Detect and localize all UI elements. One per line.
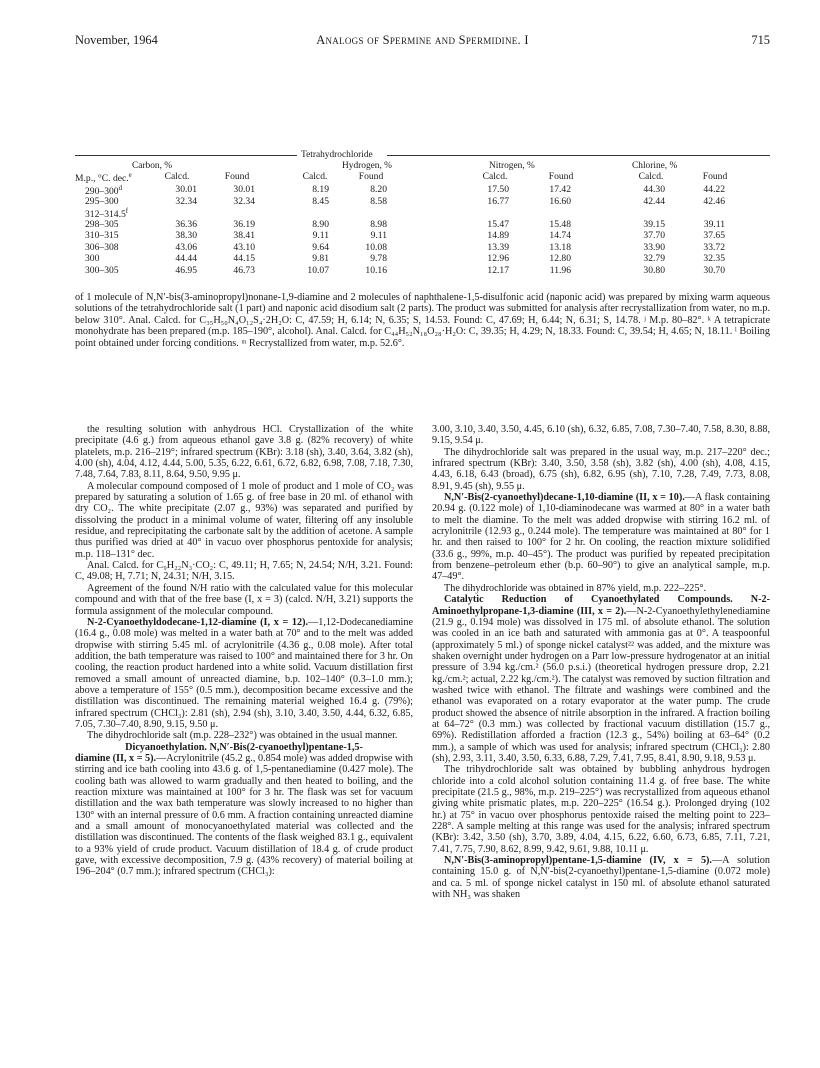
table-row [75,242,770,254]
h-found-cell: 8.58 [370,195,387,207]
c-calcd-cell: 36.36 [175,218,197,230]
h-calcd-cell: 8.90 [312,218,329,230]
h-calcd-cell: 10.07 [307,264,329,276]
c-found-cell: 44.15 [233,253,255,264]
h-calcd-cell: 9.64 [312,241,329,253]
col-header-cl-calcd: Calcd. [638,171,664,182]
page-number: 715 [751,33,770,47]
cl-found-cell: 30.70 [703,264,725,276]
cl-found-cell: 33.72 [703,241,725,253]
table-row [75,230,770,242]
paragraph: the resulting solution with anhydrous HCl. Crystallization of the white precipitate (4.6 g.) from aqueous ethanol gave 3.8 g. (82% recovery) of white platelets, m.p. 216–219°; infrared spectrum (KBr): 3.18 (sh), 3.40, 3.64, 3.82 (sh), 4.00 (sh), 4.04, 4.12, 4.44, 5.00, 5.35, 6.22, 6.61, 6.72, 6.82, 6.98, 7.08, 7.18, 7.30, 7.48, 7.64, 7.83, 8.11, 8.64, 9.50, 9.95 μ. [75,424,413,481]
left-column [75,424,413,878]
n-found-cell: 13.18 [549,241,571,253]
c-found-cell: 32.34 [233,195,255,207]
n-calcd-cell: 13.39 [487,241,509,253]
col-header-c-calcd: Calcd. [164,171,190,182]
table-row [75,219,770,231]
right-column [432,424,770,900]
table-row [75,196,770,208]
cl-calcd-cell: 37.70 [643,230,665,241]
paragraph: Agreement of the found N/H ratio with the calculated value for this molecular compound and with that of the free base (I, x = 3) (calcd. N/H, 3.21) supports the formula assignment of the molecular compound. [75,582,413,617]
h-calcd-cell: 8.45 [312,195,329,207]
h-calcd-cell: 8.19 [312,184,329,195]
cl-calcd-cell: 44.30 [643,184,665,195]
span-rule-right [387,155,770,156]
cl-calcd-cell: 30.80 [643,264,665,276]
col-header-c-found: Found [224,171,250,182]
paragraph: Catalytic Reduction of Cyanoethylated Compounds. N-2-Aminoethylpropane-1,3-diamine (III, x = 2).—N-2-Cyanoethylethylenediamine (21.9 g., 0.194 mole) was dissolved in 175 ml. of absolute ethanol. The solution was cooled in an ice bath and saturated with ammonia gas at 0°. A teaspoonful (approximately 5 ml.) of sponge nickel catalyst²² was added, and the mixture was shaken overnight under hydrogen on a Parr low-pressure hydrogenator at an initial pressure of 3.94 kg./cm.² (56.0 p.s.i.) (theoretical hydrogen pressure drop, 2.21 kg./cm.²; actual, 2.22 kg./cm.²). The catalyst was removed by suction filtration and washed twice with ethanol. The filtrate and washings were combined and the ethanol was evaporated on a rotary evaporator at the water pump. The crude product showed the absence of nitrile absorption in the infrared. A fraction boiling at 64–72° (0.3 mm.) was collected by fractional vacuum distillation (15.7 g., 69%). Redistillation afforded a fraction (12.3 g., 54%) boiling at 63–64° (0.2 mm.), a sample of which was used for analysis; infrared spectrum (CHCl₃): 2.80 (sh), 2.93, 3.11, 3.40, 3.50, 6.33, 6.88, 7.29, 7.41, 7.95, 8.41, 8.90, 9.18, 9.53 μ. [432,594,770,764]
h-found-cell: 8.98 [370,218,387,230]
col-header-n-calcd: Calcd. [482,171,508,182]
mp-cell: 300 [85,253,100,264]
span-rule-left [75,155,297,156]
group-nitrogen: Nitrogen, % [489,161,535,171]
h-found-cell: 8.20 [370,184,387,195]
col-header-n-found: Found [548,171,574,182]
h-found-cell: 9.78 [370,253,387,264]
mp-cell: 290–300$^d$ [85,184,123,198]
paragraph: N-2-Cyanoethyldodecane-1,12-diamine (I, x = 12).—1,12-Dodecanediamine (16.4 g., 0.08 mole) was melted in a water bath at 70° and to the melt was added dropwise with stirring 5.45 ml. of acrylonitrile (4.36 g., 0.08 mole). After total addition, the bath temperature was raised to 100° and maintained there for 3 hr. On cooling, the reaction product hardened into a white solid. Vacuum distillation first removed a small amount of unreacted diamine, b.p. 102–140° (0.3–1.0 mm.); above a temperature of 155° (0.5 mm.), decomposition became excessive and the distillation was discontinued. The remaining material weighed 16.4 g. (79%); infrared spectrum (CHCl₃): 2.81 (sh), 2.94 (sh), 3.10, 3.40, 3.50, 4.44, 6.32, 6.85, 7.05, 7.30–7.40, 8.90, 9.15, 9.50 μ. [75,616,413,730]
c-found-cell: 36.19 [233,218,255,230]
h-found-cell: 10.08 [365,241,387,253]
h-calcd-cell: 9.11 [312,230,329,241]
span-header: Tetrahydrochloride [301,150,373,160]
cl-calcd-cell: 39.15 [643,218,665,230]
footnote-mark: f [125,207,129,215]
table-row [75,184,770,196]
paragraph: diamine (II, x = 5).—Acrylonitrile (45.2 g., 0.854 mole) was added dropwise with stirring and ice bath cooling into 43.6 g. of 1,5-pentanediamine (0.427 mole). The cooling bath was allowed to warm gradually and then heated to boiling, and the reaction mixture was maintained at 100° for 3 hr. The flask was set for vacuum distillation and the wax bath temperature was slowly increased to no higher than 130° with an internal pressure of 0.6 mm. A fraction containing unreacted diamine and a small amount of monocyanoethylated material was collected and the distillation was discontinued. The contents of the flask weighed 83.1 g., equivalent to a 93% yield of crude product. Vacuum distillation of 18.4 g. of crude product gave, with excessive decomposition, 7.9 g. (43% recovery) of material boiling at 196–204° (0.7 mm.); infrared spectrum (CHCl₃): [75,752,413,878]
n-calcd-cell: 15.47 [487,218,509,230]
n-found-cell: 17.42 [549,184,571,195]
mp-cell: 298–305 [85,218,119,230]
cl-found-cell: 32.35 [703,253,725,264]
cl-calcd-cell: 42.44 [643,195,665,207]
n-found-cell: 15.48 [549,218,571,230]
mp-cell: 295–300 [85,195,119,207]
cl-found-cell: 39.11 [703,218,725,230]
cl-found-cell: 44.22 [703,184,725,195]
c-calcd-cell: 38.30 [175,230,197,241]
n-found-cell: 14.74 [549,230,571,241]
cl-calcd-cell: 33.90 [643,241,665,253]
mp-cell: 312–314.5$^f$ [85,207,129,221]
mp-cell: 300–305 [85,264,119,276]
paragraph: The trihydrochloride salt was obtained by bubbling anhydrous hydrogen chloride into a cold alcohol solution containing 11.4 g. of free base. The white precipitate (21.5 g., 98%, m.p. 219–225°) was recrystallized from aqueous ethanol giving white prismatic plates, m.p. 220–225° (16.54 g.). Prolonged drying (102 hr.) at 75° in vacuo over phosphorus pentoxide raised the melting point to 223–228°. A sample melting at this range was used for the analysis; infrared spectrum (KBr): 3.42, 3.50 (sh), 3.70, 3.89, 4.04, 4.15, 6.22, 6.60, 6.73, 6.85, 7.11, 7.21, 7.41, 7.75, 7.90, 8.62, 8.99, 9.42, 9.61, 9.88, 10.11 μ. [432,764,770,855]
group-carbon: Carbon, % [132,161,173,171]
compound-heading: N,N′-Bis(2-cyanoethyl)decane-1,10-diamine (II, x = 10). [444,492,685,504]
n-found-cell: 16.60 [549,195,571,207]
h-found-cell: 10.16 [365,264,387,276]
c-found-cell: 30.01 [233,184,255,195]
group-chlorine: Chlorine, % [632,161,678,171]
table-row [75,207,770,219]
group-hydrogen: Hydrogen, % [342,161,392,171]
paragraph: N,N′-Bis(3-aminopropyl)pentane-1,5-diamine (IV, x = 5).—A solution containing 15.0 g. of N,N′-bis(2-cyanoethyl)pentane-1,5-diamine (0.072 mole) and ca. 5 ml. of sponge nickel catalyst in 150 ml. of absolute ethanol saturated with NH₃ was shaken [432,855,770,901]
c-calcd-cell: 43.06 [175,241,197,253]
c-calcd-cell: 46.95 [175,264,197,276]
issue-date: November, 1964 [75,33,158,47]
n-calcd-cell: 17.50 [487,184,509,195]
paragraph: The dihydrochloride was obtained in 87% yield, m.p. 222–225°. [444,582,707,594]
mp-cell: 306–308 [85,241,119,253]
c-found-cell: 46.73 [233,264,255,276]
running-header [75,33,770,49]
n-calcd-cell: 12.17 [487,264,509,276]
running-title: Analogs of Spermine and Spermidine. I [316,33,529,47]
col-header-cl-found: Found [702,171,728,182]
paragraph: Anal. Calcd. for C₉H₂₂N₃·CO₂: C, 49.11; H, 7.65; N, 24.54; N/H, 3.21. Found: C, 49.08; H, 7.71; N, 24.31; N/H, 3.15. [75,560,413,583]
paragraph: A molecular compound composed of 1 mole of product and 1 mole of CO₂ was prepared by saturating a solution of 1.65 g. of free base in 20 ml. of ethanol with dry CO₂. The white precipitate (2.07 g., 93%) was separated and purified by dissolving the product in a minimal volume of water, filtering off any insoluble residue, and reprecipitating the carbonate salt by the addition of acetone. A sample thus purified was dried at 40° in vacuo over phosphorus pentoxide for analysis; m.p. 118–131° dec. [75,480,413,560]
compound-heading: diamine (II, x = 5). [75,752,157,764]
h-calcd-cell: 9.81 [312,253,329,264]
mp-header: M.p., °C. dec.$^e$ [75,171,132,185]
paragraph: The dihydrochloride salt (m.p. 228–232°) was obtained in the usual manner. [87,730,398,742]
paragraph: N,N′-Bis(2-cyanoethyl)decane-1,10-diamine (II, x = 10).—A flask containing 20.94 g. (0.122 mole) of 1,10-diaminodecane was warmed at 80° in a water bath to melt the diamine. To the melt was added dropwise with stirring 16.2 ml. of acrylonitrile (12.93 g., 0.244 mole). The temperature was maintained at 80° for 1 hr. and then raised to 100° for 2 hr. On cooling, the reaction mixture solidified (33.6 g., 99%, m.p. 40–45°). The product was purified by repeated precipitation from benzene–petroleum ether (b.p. 60–90°) to give an analytical sample, m.p. 47–49°. [432,492,770,583]
c-found-cell: 38.41 [233,230,255,241]
n-calcd-cell: 14.89 [487,230,509,241]
col-header-h-found: Found [358,171,384,182]
n-found-cell: 12.80 [549,253,571,264]
cl-found-cell: 42.46 [703,195,725,207]
cl-found-cell: 37.65 [703,230,725,241]
col-header-h-calcd: Calcd. [302,171,328,182]
paragraph: 3.00, 3.10, 3.40, 3.50, 4.45, 6.10 (sh), 6.32, 6.85, 7.08, 7.30–7.40, 7.58, 8.30, 8.88, 9.15, 9.54 μ. [432,424,770,447]
compound-heading: N,N′-Bis(3-aminopropyl)pentane-1,5-diamine (IV, x = 5). [444,855,712,867]
compound-heading: Catalytic Reduction of Cyanoethylated Compounds. N-2-Aminoethylpropane-1,3-diamine (III, x = 2). [432,594,770,617]
n-calcd-cell: 16.77 [487,195,509,207]
table-footnotes: of 1 molecule of N,N′-bis(3-aminopropyl)nonane-1,9-diamine and 2 molecules of naphthalene-1,5-disulfonic acid (naponic acid) was prepared by mixing warm aqueous solutions of the tetrahydrochloride salt (1 part) and naponic acid disodium salt (2 parts). The product was submitted for analysis after recrystallization from water, no m.p. below 310°. Anal. Calcd. for C₃₅H₅₀N₄O₁₂S₄·2H₂O: C, 47.59; H, 6.14; N, 6.35; S, 14.53. Found: C, 47.69; H, 6.44; N, 6.31; S, 14.78. ʲ M.p. 80–82°. ᵏ A tetrapicrate monohydrate has been prepared (m.p. 185–190°, alcohol). Anal. Calcd. for C₄₄H₅₂N₁₈O₂₈·H₂O: C, 39.35; H, 4.29; N, 18.33. Found: C, 39.54; H, 4.65; N, 18.11. ˡ Boiling point obtained under forcing conditions. ᵐ Recrystallized from water, m.p. 52.6°. [75,292,770,349]
paragraph: The dihydrochloride salt was prepared in the usual way, m.p. 217–220° dec.; infrared spectrum (KBr): 3.40, 3.50, 3.58 (sh), 3.82 (sh), 4.00 (sh), 4.08, 4.15, 4.43, 6.18, 6.43 (broad), 6.75 (sh), 6.82, 6.95 (sh), 7.10, 7.28, 7.49, 7.73, 8.08, 8.91, 9.45 (sh), 9.55 μ. [432,446,770,492]
table-row [75,253,770,265]
c-calcd-cell: 30.01 [175,184,197,195]
n-found-cell: 11.96 [549,264,571,276]
footnote-mark: d [118,184,123,192]
c-calcd-cell: 32.34 [175,195,197,207]
paragraph: Dicyanoethylation. N,N′-Bis(2-cyanoethyl)pentane-1,5- [125,741,363,753]
mp-cell: 310–315 [85,230,119,241]
cl-calcd-cell: 32.79 [643,253,665,264]
compound-heading: N-2-Cyanoethyldodecane-1,12-diamine (I, x = 12). [87,616,309,628]
h-found-cell: 9.11 [370,230,387,241]
c-calcd-cell: 44.44 [175,253,197,264]
c-found-cell: 43.10 [233,241,255,253]
n-calcd-cell: 12.96 [487,253,509,264]
table-row [75,265,770,277]
